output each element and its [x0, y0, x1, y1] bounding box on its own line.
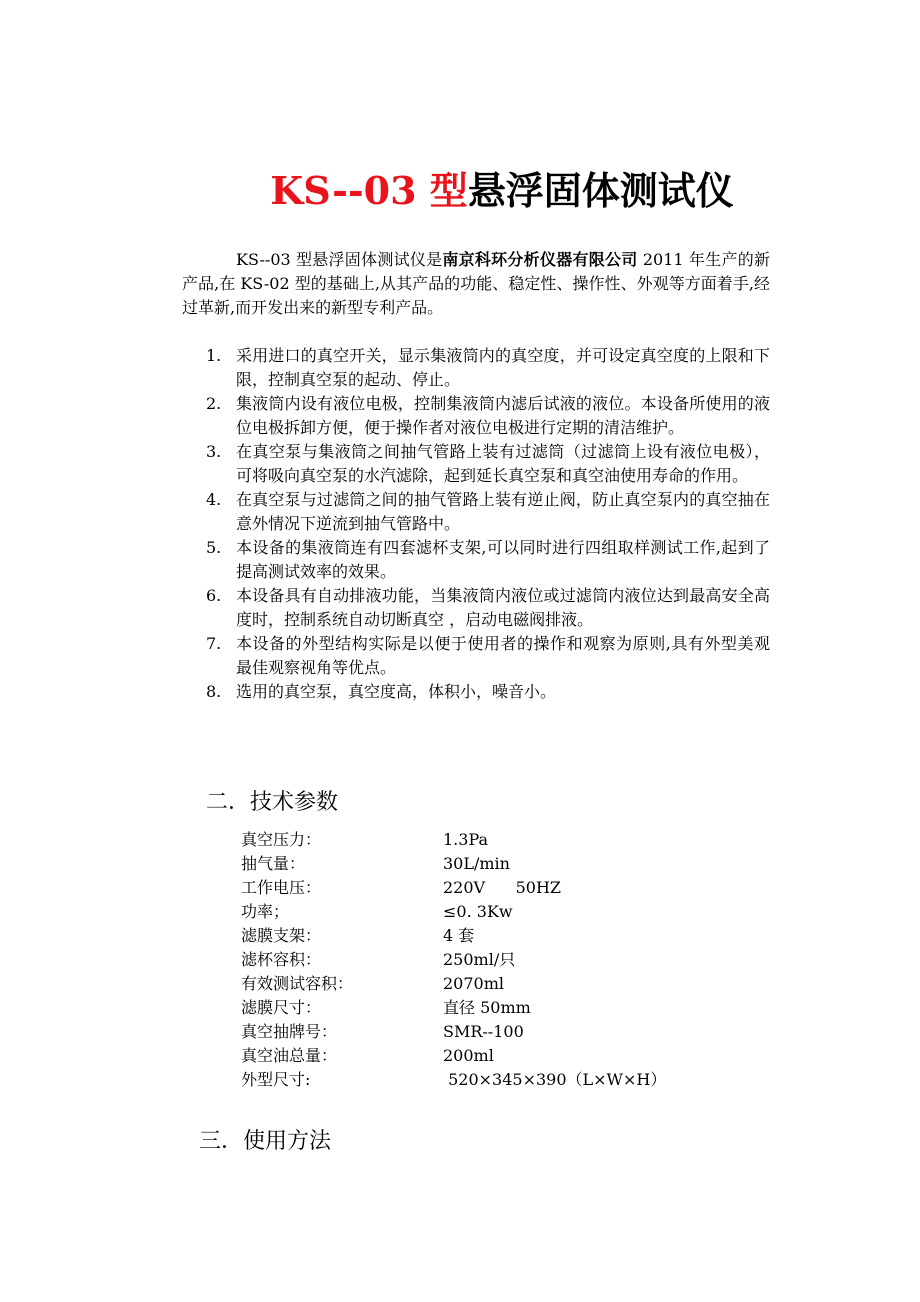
feature-item [206, 584, 770, 632]
intro-paragraph [182, 248, 770, 320]
spec-value: 520×345×390（L×W×H） [443, 1070, 667, 1089]
section-heading-usage: 三．使用方法 [199, 1129, 332, 1154]
feature-text: 集液筒内设有液位电极，控制集液筒内滤后试液的液位。本设备所使用的液位电极拆卸方便，便于操作者对液位电极进行定期的清洁维护。 [236, 394, 770, 437]
feature-number: 4. [206, 490, 222, 509]
spec-table [241, 828, 721, 1092]
feature-text: 在真空泵与集液筒之间抽气管路上装有过滤筒（过滤筒上设有液位电极），可将吸向真空泵的水汽滤除，起到延长真空泵和真空油使用寿命的作用。 [236, 442, 770, 485]
feature-text: 本设备具有自动排液功能，当集液筒内液位或过滤筒内液位达到最高安全高度时，控制系统自动切断真空 ，启动电磁阀排液。 [236, 586, 770, 629]
feature-item [206, 632, 770, 680]
spec-row [241, 828, 721, 852]
spec-value: 2070ml [443, 974, 505, 993]
spec-row [241, 1068, 721, 1092]
feature-number: 1. [206, 346, 222, 365]
spec-value: 200ml [443, 1046, 494, 1065]
spec-value: 30L/min [443, 854, 510, 873]
feature-item [206, 440, 770, 488]
feature-item [206, 488, 770, 536]
spec-value: 4 套 [443, 926, 475, 945]
spec-row [241, 996, 721, 1020]
spec-value: 1.3Pa [443, 830, 489, 849]
spec-label: 工作电压： [241, 878, 322, 897]
spec-label: 滤膜尺寸： [241, 998, 322, 1017]
spec-row [241, 852, 721, 876]
spec-label: 功率； [241, 902, 290, 921]
title-model: KS--03 型 [270, 168, 468, 213]
spec-label: 真空抽牌号： [241, 1022, 338, 1041]
feature-item [206, 392, 770, 440]
feature-text: 本设备的集液筒连有四套滤杯支架,可以同时进行四组取样测试工作,起到了提高测试效率的效果。 [236, 538, 770, 581]
spec-label: 真空油总量： [241, 1046, 338, 1065]
spec-label: 外型尺寸: [241, 1070, 311, 1089]
feature-list [206, 344, 770, 704]
feature-text: 采用进口的真空开关，显示集液筒内的真空度，并可设定真空度的上限和下限，控制真空泵的起动、停止。 [236, 346, 770, 389]
spec-row [241, 1020, 721, 1044]
feature-number: 8. [206, 682, 222, 701]
intro-text-start: KS--03 型悬浮固体测试仪是 [236, 250, 443, 269]
feature-item [206, 344, 770, 392]
spec-value: ≤0. 3Kw [443, 902, 513, 921]
spec-label: 有效测试容积： [241, 974, 354, 993]
feature-number: 5. [206, 538, 222, 557]
company-name: 南京科环分析仪器有限公司 [442, 250, 638, 269]
spec-row [241, 948, 721, 972]
spec-value: 220V 50HZ [443, 878, 562, 897]
spec-value: 直径 50mm [443, 998, 531, 1017]
feature-number: 7. [206, 634, 222, 653]
spec-row [241, 900, 721, 924]
feature-text: 在真空泵与过滤筒之间的抽气管路上装有逆止阀，防止真空泵内的真空抽在意外情况下逆流到抽气管路中。 [236, 490, 770, 533]
spec-label: 抽气量： [241, 854, 306, 873]
spec-row [241, 876, 721, 900]
feature-item [206, 536, 770, 584]
section-heading-specs: 二．技术参数 [206, 790, 339, 815]
intro-text-end: 2011 年生产的新产品,在 KS-02 型的基础上,从其产品的功能、稳定性、操作性、外观等方面着手,经过革新,而开发出来的新型专利产品。 [182, 250, 770, 317]
feature-number: 2. [206, 394, 222, 413]
spec-label: 滤杯容积： [241, 950, 322, 969]
spec-row [241, 924, 721, 948]
spec-row [241, 1044, 721, 1068]
feature-text: 选用的真空泵，真空度高，体积小，噪音小。 [236, 682, 557, 701]
spec-value: 250ml/只 [443, 950, 516, 969]
spec-label: 真空压力： [241, 830, 322, 849]
title-name: 悬浮固体测试仪 [467, 169, 734, 213]
spec-label: 滤膜支架： [241, 926, 322, 945]
spec-value: SMR--100 [443, 1022, 524, 1041]
document-title [0, 165, 920, 217]
feature-item [206, 680, 770, 704]
feature-number: 6. [206, 586, 222, 605]
feature-number: 3. [206, 442, 222, 461]
feature-text: 本设备的外型结构实际是以便于使用者的操作和观察为原则,具有外型美观 最佳观察视角等优点。 [236, 634, 770, 677]
spec-row [241, 972, 721, 996]
